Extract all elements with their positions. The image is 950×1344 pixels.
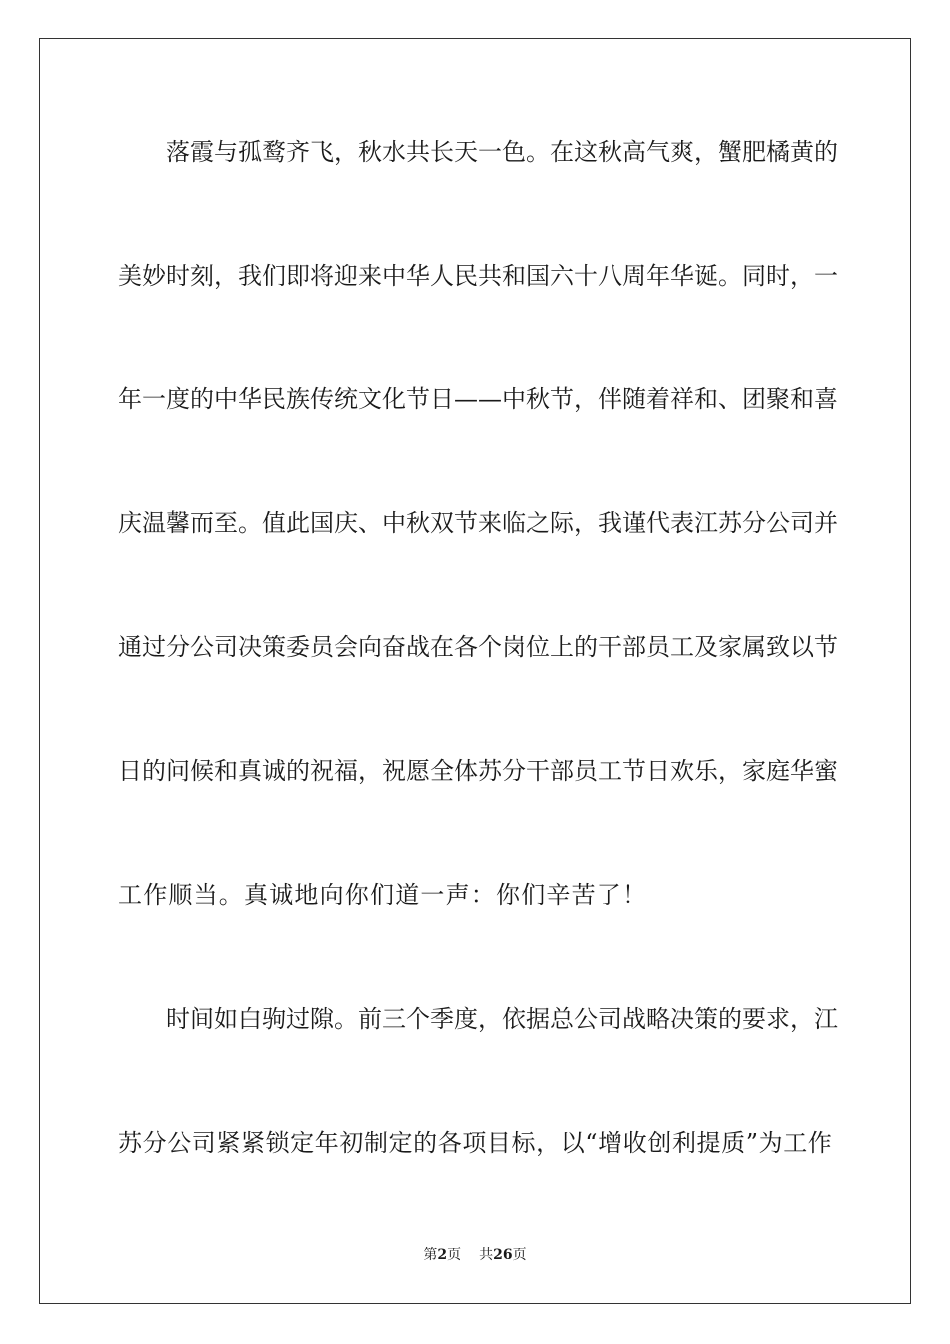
page-footer: [0, 1245, 950, 1265]
page-prefix: 第: [423, 1247, 438, 1263]
paragraph-1-line-1: 落 霞 与 孤 鹜 齐 飞 ， 秋 水 共 长 天 一 色 。 在 这 秋 高 气 爽 ， 蟹 肥 橘 黄 的: [166, 138, 838, 166]
paragraph-1-line-6: 日 的 问 候 和 真 诚 的 祝 福 ， 祝 愿 全 体 苏 分 干 部 员 工 节 日 欢 乐 ， 家 庭 华 蜜: [118, 757, 838, 785]
total-pages: 26: [493, 1247, 513, 1263]
page-number: 2: [437, 1247, 448, 1263]
total-suffix: 页: [512, 1247, 527, 1263]
paragraph-2-line-1: 时 间 如 白 驹 过 隙 。 前 三 个 季 度 ， 依 据 总 公 司 战 略 决 策 的 要 求 ， 江: [166, 1005, 838, 1033]
paragraph-1-line-7: 工作顺当。真诚地向你们道一声：你们辛苦了！: [118, 881, 648, 909]
paragraph-2-line-2: 苏 分 公 司 紧 紧 锁 定 年 初 制 定 的 各 项 目 标 ， 以 “ 增 收 创 利 提 质 ” 为 工 作: [118, 1129, 832, 1157]
page-suffix: 页: [447, 1247, 462, 1263]
paragraph-1-line-5: 通 过 分 公 司 决 策 委 员 会 向 奋 战 在 各 个 岗 位 上 的 干 部 员 工 及 家 属 致 以 节: [118, 633, 838, 661]
page-frame: [39, 38, 911, 1304]
paragraph-1-line-2: 美 妙 时 刻 ， 我 们 即 将 迎 来 中 华 人 民 共 和 国 六 十 八 周 年 华 诞 。 同 时 ， 一: [118, 262, 838, 290]
paragraph-1-line-3: 年 一 度 的 中 华 民 族 传 统 文 化 节 日 — — 中 秋 节 ， 伴 随 着 祥 和 、 团 聚 和 喜: [118, 385, 838, 413]
paragraph-1-line-4: 庆 温 馨 而 至 。 值 此 国 庆 、 中 秋 双 节 来 临 之 际 ， 我 谨 代 表 江 苏 分 公 司 并: [118, 509, 838, 537]
total-prefix: 共: [479, 1247, 494, 1263]
